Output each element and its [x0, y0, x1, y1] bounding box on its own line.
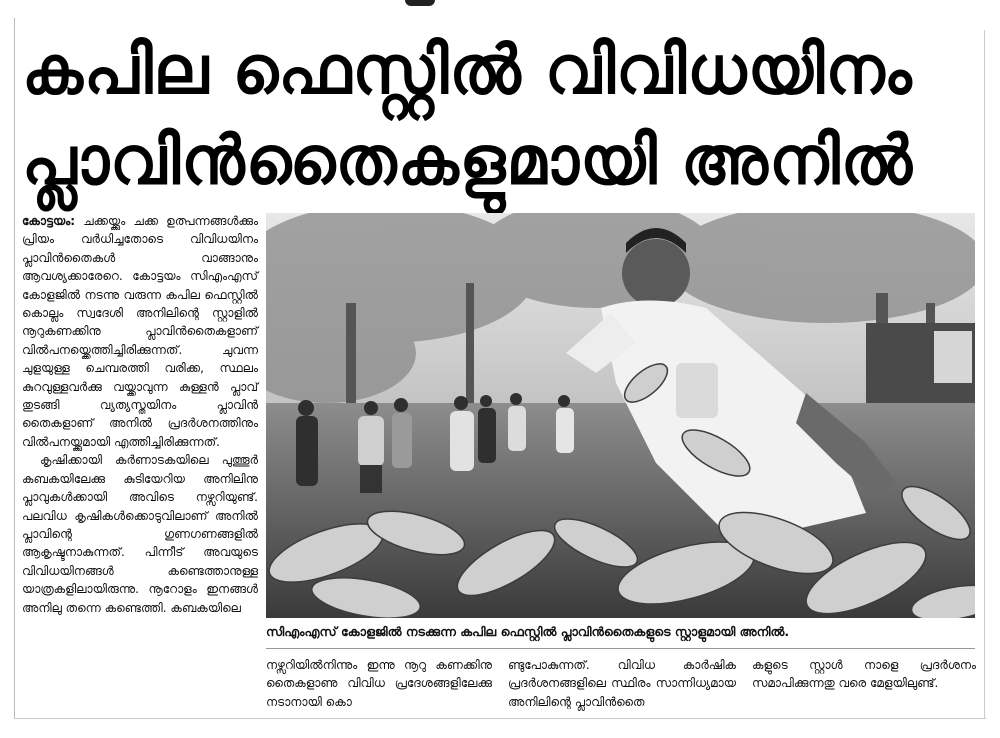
column-2-text: നഴ്സറിയിൽനിന്നും ഇന്നു നൂറു കണക്കിനു തൈകളാണു വിവിധ പ്രദേശങ്ങളിലേക്കു നടാനായി കൊ [266, 658, 492, 709]
column-3-text: ണ്ടുപോകുന്നത്. വിവിധ കാർഷിക പ്രദർശനങ്ങളിലെ സ്ഥിരം സാന്നിധ്യമായ അനിലിന്റെ പ്ലാവിൻതൈ [508, 658, 736, 709]
photo-illustration [266, 213, 975, 618]
headline-line-1: കപില ഫെസ്റ്റിൽ വിവിധയിനം [22, 32, 913, 110]
bottom-rule [14, 718, 986, 719]
headline-line-2: പ്ലാവിൻതൈകളുമായി അനിൽ [22, 122, 914, 201]
article-paragraph-2: കൃഷിക്കായി കർണാടകയിലെ പുത്തൂർ കബകയിലേക്കു കുടിയേറിയ അനിലിനു പ്ലാവുകൾക്കായി അവിടെ നഴ്സറിയുണ്ട്. പലവിധ കൃഷികൾക്കൊടുവിലാണ് അനിൽ പ്ലാവിന്റെ ഗുണഗണങ്ങളിൽ ആകൃഷ്ടനാകുന്നത്. പിന്നീട് അവയുടെ വിവിധയിനങ്ങൾ കണ്ടെത്താനുള്ള യാത്രകളിലായിരുന്നു. നൂറോളം ഇനങ്ങൾ അനിലു തന്നെ കണ്ടെത്തി. കബകയിലെ [22, 453, 258, 615]
article-paragraph-1 [22, 212, 258, 451]
right-column-rule [984, 30, 985, 718]
article-column-2 [266, 656, 492, 711]
column-4-text: കളുടെ സ്റ്റാൾ നാളെ പ്രദർശനം സമാപിക്കുന്നതു വരെ മേളയിലുണ്ട്. [752, 658, 976, 691]
caption-rule [266, 648, 975, 649]
article-column-4 [752, 656, 976, 693]
photo-caption: സിഎംഎസ് കോളജിൽ നടക്കുന്ന കപില ഫെസ്റ്റിൽ പ്ലാവിൻതൈകളുടെ സ്റ്റാളുമായി അനിൽ. [266, 624, 790, 639]
page-top-mark [405, 0, 435, 6]
left-column-rule [14, 18, 15, 718]
paragraph-1-text: ചക്കയ്ക്കും ചക്ക ഉത്പന്നങ്ങൾക്കും പ്രിയം വർധിച്ചതോടെ വിവിധയിനം പ്ലാവിൻതൈകൾ വാങ്ങാനും ആവശ്യക്കാരേറെ. കോട്ടയം സിഎംഎസ് കോളജിൽ നടന്നു വരുന്ന കപില ഫെസ്റ്റിൽ കൊല്ലം സ്വദേശി അനിലിന്റെ സ്റ്റാളിൽ നൂറുകണക്കിനു പ്ലാവിൻതൈകളാണ് വിൽപനയ്ക്കെത്തിച്ചിരിക്കുന്നത്. ചുവന്ന ചുളയുള്ള ചെമ്പരത്തി വരിക്ക, സ്ഥലം കുറവുള്ളവർക്കു വയ്ക്കാവുന്ന കുള്ളൻ പ്ലാവ് തുടങ്ങി വ്യത്യസ്തയിനം പ്ലാവിൻ തൈകളാണ് അനിൽ പ്രദർശനത്തിനും വിൽപനയ്ക്കുമായി എത്തിച്ചിരിക്കുന്നത്. [22, 214, 258, 449]
news-photo [266, 213, 975, 618]
article-column-3 [508, 656, 736, 711]
headline [22, 26, 977, 207]
article-column-1 [22, 212, 258, 617]
dateline: കോട്ടയം: [22, 214, 76, 228]
stall-sign [934, 331, 972, 383]
